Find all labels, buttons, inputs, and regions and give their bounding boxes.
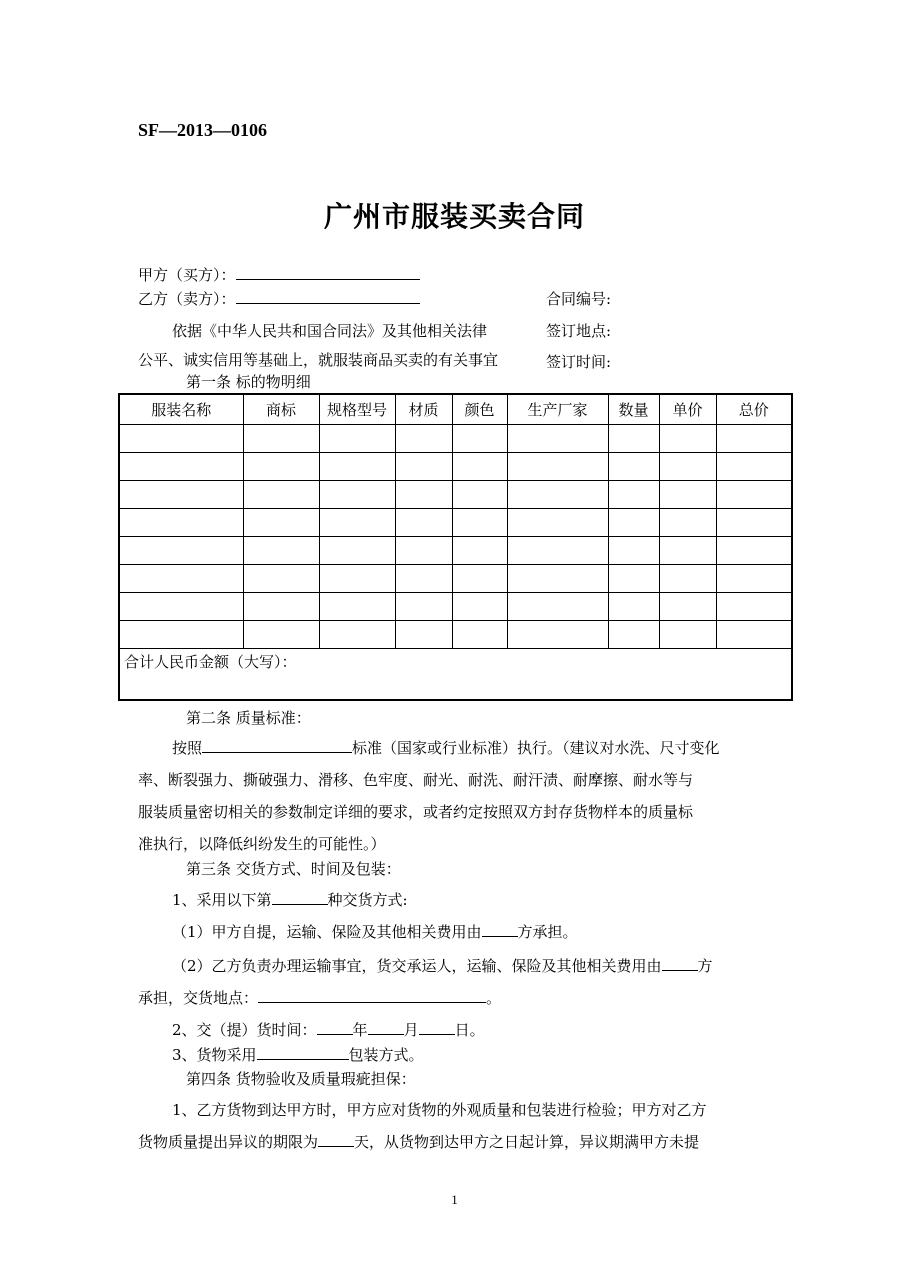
table-cell[interactable] <box>659 537 716 565</box>
table-cell[interactable] <box>395 593 452 621</box>
delivery-method-blank[interactable] <box>272 890 328 905</box>
table-cell[interactable] <box>119 537 243 565</box>
packaging-suffix: 包装方式。 <box>348 1046 424 1064</box>
table-cell[interactable] <box>119 509 243 537</box>
packaging-prefix: 3、货物采用 <box>172 1046 257 1064</box>
party-a-blank[interactable] <box>236 265 420 280</box>
table-cell[interactable] <box>319 565 395 593</box>
table-row <box>119 481 792 509</box>
month-blank[interactable] <box>368 1020 404 1035</box>
table-row <box>119 425 792 453</box>
header-quantity: 数量 <box>608 394 659 425</box>
article-1-title: 第一条 标的物明细 <box>186 373 311 391</box>
intro-line-2: 公平、诚实信用等基础上，就服装商品买卖的有关事宜 <box>138 351 499 369</box>
table-cell[interactable] <box>659 425 716 453</box>
article-2-suffix: 标准（国家或行业标准）执行。（建议对水洗、尺寸变化 <box>352 739 720 757</box>
table-cell[interactable] <box>452 453 507 481</box>
header-unit-price: 单价 <box>659 394 716 425</box>
header-spec: 规格型号 <box>319 394 395 425</box>
document-title: 广州市服装买卖合同 <box>323 200 585 233</box>
table-cell[interactable] <box>659 509 716 537</box>
table-cell[interactable] <box>452 565 507 593</box>
delivery-method-suffix: 种交货方式: <box>327 891 408 909</box>
table-cell[interactable] <box>243 509 319 537</box>
table-cell[interactable] <box>659 565 716 593</box>
table-cell[interactable] <box>507 453 608 481</box>
table-cell[interactable] <box>716 537 792 565</box>
header-brand: 商标 <box>243 394 319 425</box>
table-cell[interactable] <box>395 621 452 649</box>
table-cell[interactable] <box>319 425 395 453</box>
option-1-suffix: 方承担。 <box>517 923 578 941</box>
table-cell[interactable] <box>608 453 659 481</box>
table-cell[interactable] <box>608 537 659 565</box>
sign-place-label: 签订地点: <box>546 322 612 340</box>
item-table <box>118 393 793 701</box>
table-cell[interactable] <box>243 453 319 481</box>
table-cell[interactable] <box>507 509 608 537</box>
table-row <box>119 537 792 565</box>
option-2-prefix: （2）乙方负责办理运输事宜，货交承运人，运输、保险及其他相关费用由 <box>172 957 662 975</box>
article-2-line-2: 率、断裂强力、撕破强力、滑移、色牢度、耐光、耐洗、耐汗渍、耐摩擦、耐水等与 <box>138 771 694 789</box>
article-2-line-1 <box>172 732 720 764</box>
table-cell[interactable] <box>507 593 608 621</box>
table-cell[interactable] <box>395 425 452 453</box>
delivery-place-label: 承担，交货地点： <box>138 989 259 1007</box>
table-cell[interactable] <box>319 453 395 481</box>
intro-line-1: 依据《中华人民共和国合同法》及其他相关法律 <box>172 322 488 340</box>
header-manufacturer: 生产厂家 <box>507 394 608 425</box>
article-3-item-1 <box>172 884 408 916</box>
table-cell[interactable] <box>395 565 452 593</box>
article-2-line-3: 服装质量密切相关的参数制定详细的要求，或者约定按照双方封存货物样本的质量标 <box>138 803 694 821</box>
article-2-title: 第二条 质量标准： <box>186 709 311 727</box>
objection-period-suffix: 天，从货物到达甲方之日起计算，异议期满甲方未提 <box>354 1133 700 1151</box>
table-cell[interactable] <box>119 621 243 649</box>
table-cell[interactable] <box>716 425 792 453</box>
table-row <box>119 509 792 537</box>
table-cell[interactable] <box>659 453 716 481</box>
table-cell[interactable] <box>395 537 452 565</box>
table-cell[interactable] <box>319 593 395 621</box>
table-header-row <box>119 394 792 425</box>
header-total-price: 总价 <box>716 394 792 425</box>
delivery-place-suffix: 。 <box>486 989 502 1007</box>
table-cell[interactable] <box>319 509 395 537</box>
table-cell[interactable] <box>395 481 452 509</box>
day-label: 日。 <box>454 1021 485 1039</box>
delivery-method-prefix: 1、采用以下第 <box>172 891 272 909</box>
table-cell[interactable] <box>243 425 319 453</box>
table-cell[interactable] <box>507 481 608 509</box>
table-row <box>119 621 792 649</box>
delivery-place-blank[interactable] <box>258 988 486 1003</box>
table-cell[interactable] <box>452 425 507 453</box>
table-cell[interactable] <box>395 453 452 481</box>
table-cell[interactable] <box>659 621 716 649</box>
table-cell[interactable] <box>716 509 792 537</box>
table-cell[interactable] <box>243 537 319 565</box>
sign-time-label: 签订时间: <box>546 353 612 371</box>
table-cell[interactable] <box>507 621 608 649</box>
month-label: 月 <box>403 1021 419 1039</box>
table-cell[interactable] <box>716 453 792 481</box>
contract-no-label: 合同编号: <box>546 290 612 308</box>
party-b-line <box>138 288 420 309</box>
table-cell[interactable] <box>716 481 792 509</box>
article-4-title: 第四条 货物验收及质量瑕疵担保： <box>186 1070 416 1088</box>
page-number: 1 <box>451 1192 458 1207</box>
table-cell[interactable] <box>119 565 243 593</box>
header-name: 服装名称 <box>119 394 243 425</box>
table-cell[interactable] <box>119 481 243 509</box>
party-a-line <box>138 264 420 285</box>
table-cell[interactable] <box>243 481 319 509</box>
table-cell[interactable] <box>659 593 716 621</box>
table-row <box>119 593 792 621</box>
table-row <box>119 453 792 481</box>
table-cell[interactable] <box>452 593 507 621</box>
article-2-line-4: 准执行，以降低纠纷发生的可能性。） <box>138 835 386 853</box>
option-2-suffix: 方 <box>697 957 713 975</box>
objection-days-blank[interactable] <box>318 1132 354 1147</box>
table-cell[interactable] <box>507 537 608 565</box>
table-cell[interactable] <box>243 565 319 593</box>
header-color: 颜色 <box>452 394 507 425</box>
article-3-option-2-line-2 <box>138 982 501 1014</box>
table-cell[interactable] <box>452 621 507 649</box>
table-total-row <box>119 649 792 701</box>
party-a-label: 甲方（买方）： <box>138 266 236 284</box>
table-cell[interactable] <box>319 481 395 509</box>
year-label: 年 <box>352 1021 368 1039</box>
option-1-prefix: （1）甲方自提，运输、保险及其他相关费用由 <box>172 923 482 941</box>
table-cell[interactable] <box>395 509 452 537</box>
table-cell[interactable] <box>608 425 659 453</box>
table-cell[interactable] <box>507 565 608 593</box>
table-cell[interactable] <box>452 537 507 565</box>
table-cell[interactable] <box>716 593 792 621</box>
table-cell[interactable] <box>452 481 507 509</box>
table-cell[interactable] <box>608 593 659 621</box>
day-blank[interactable] <box>419 1020 455 1035</box>
objection-period-prefix: 货物质量提出异议的期限为 <box>138 1133 319 1151</box>
option-2-blank[interactable] <box>662 956 698 971</box>
table-cell[interactable] <box>119 425 243 453</box>
article-3-option-1 <box>172 916 578 948</box>
article-2-prefix: 按照 <box>172 739 203 757</box>
table-cell[interactable] <box>119 593 243 621</box>
packaging-blank[interactable] <box>257 1045 349 1060</box>
table-cell[interactable] <box>243 593 319 621</box>
table-row <box>119 565 792 593</box>
option-1-blank[interactable] <box>482 922 518 937</box>
table-cell[interactable] <box>452 509 507 537</box>
table-cell[interactable] <box>608 565 659 593</box>
table-cell[interactable] <box>608 509 659 537</box>
table-cell[interactable] <box>608 481 659 509</box>
standard-blank[interactable] <box>202 738 352 753</box>
delivery-time-label: 2、交（提）货时间： <box>172 1021 317 1039</box>
table-cell[interactable] <box>716 621 792 649</box>
header-material: 材质 <box>395 394 452 425</box>
article-3-option-2 <box>172 950 713 982</box>
party-b-label: 乙方（卖方）： <box>138 290 236 308</box>
year-blank[interactable] <box>317 1020 353 1035</box>
total-amount-cell[interactable]: 合计人民币金额（大写）： <box>119 649 792 701</box>
table-cell[interactable] <box>507 425 608 453</box>
table-cell[interactable] <box>659 481 716 509</box>
table-cell[interactable] <box>608 621 659 649</box>
table-cell[interactable] <box>716 565 792 593</box>
article-4-line-2 <box>138 1126 699 1158</box>
table-cell[interactable] <box>119 453 243 481</box>
article-4-line-1: 1、乙方货物到达甲方时，甲方应对货物的外观质量和包装进行检验；甲方对乙方 <box>172 1101 707 1119</box>
article-3-item-3 <box>172 1039 424 1071</box>
party-b-blank[interactable] <box>236 289 420 304</box>
table-cell[interactable] <box>319 621 395 649</box>
table-cell[interactable] <box>319 537 395 565</box>
table-cell[interactable] <box>243 621 319 649</box>
document-code: SF—2013—0106 <box>138 120 268 140</box>
article-3-title: 第三条 交货方式、时间及包装： <box>186 860 401 878</box>
